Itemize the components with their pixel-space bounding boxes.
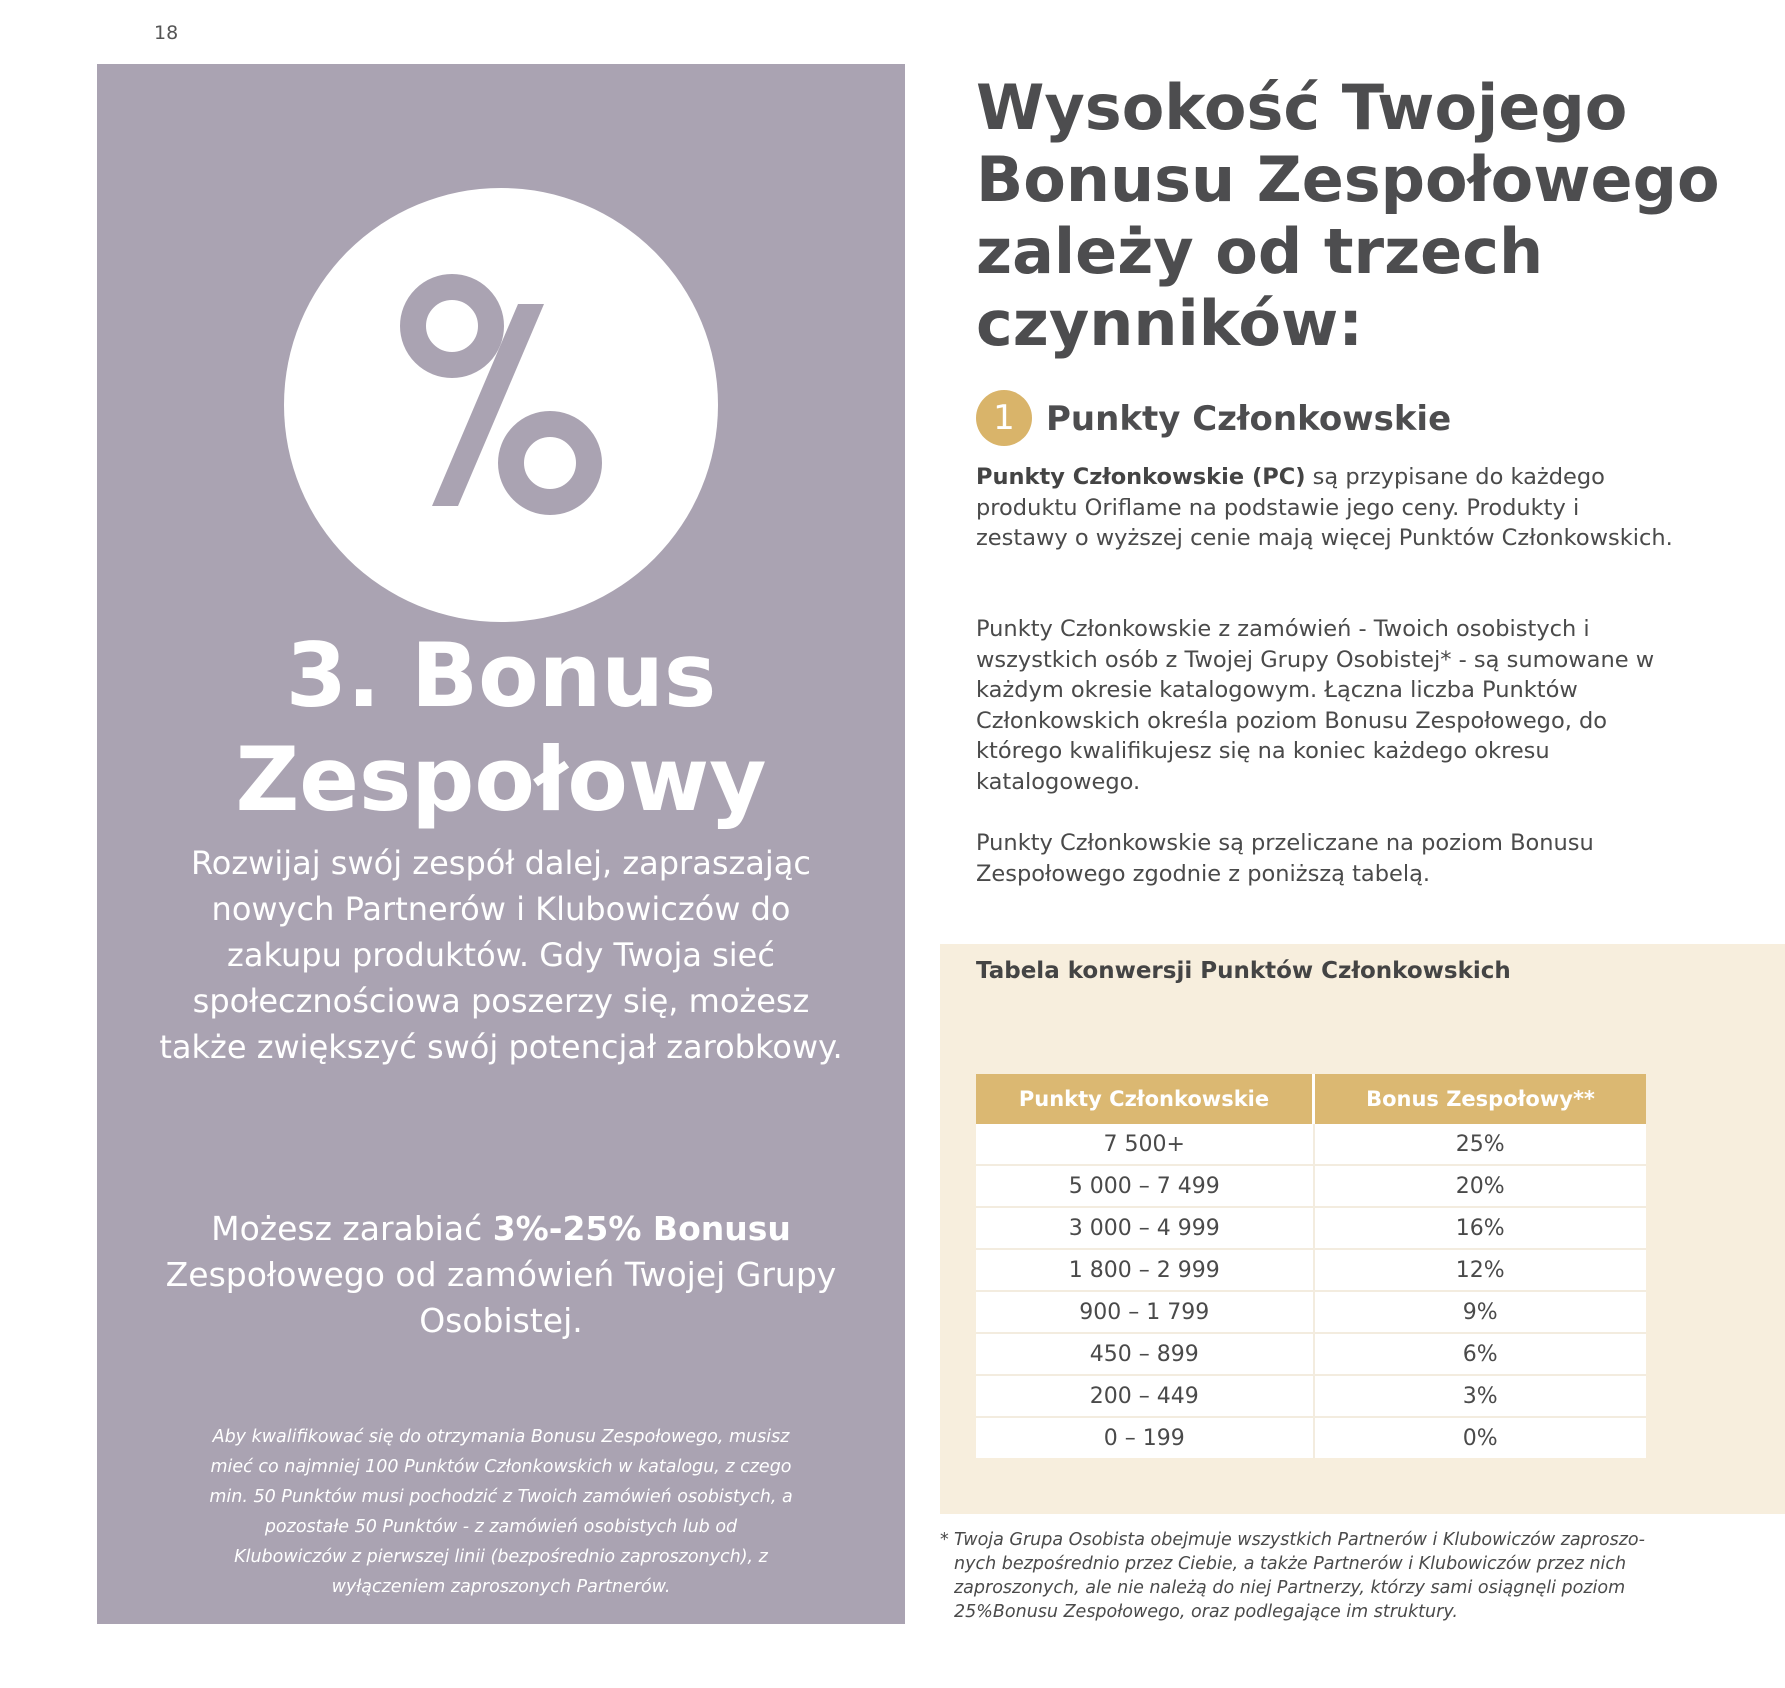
table-cell-points: 200 – 449	[976, 1375, 1314, 1417]
page-title-line: zależy od trzech	[976, 215, 1544, 288]
table-row	[976, 1333, 1646, 1375]
page-number: 18	[154, 22, 179, 44]
section-title-line2: Zespołowy	[235, 728, 767, 831]
earnings-suffix: Zespołowego od zamówień Twojej Grupy Osobistej.	[165, 1255, 837, 1340]
factor-heading: Punkty Członkowskie	[1046, 399, 1452, 439]
footnote-text: Twoja Grupa Osobista obejmuje wszystkich Partnerów i Klubowiczów zaproszo-nych bezpośrednio przez Ciebie, a także Partnerów i Klubowiczów przez nich zaproszonych, ale nie należą do niej Partnerzy, którzy sami osiągnęli poziom 25%Bonusu Zespołowego, oraz podlegające im struktury.	[954, 1530, 1645, 1622]
table-cell-bonus: 9%	[1314, 1291, 1647, 1333]
table-row	[976, 1375, 1646, 1417]
table-cell-bonus: 0%	[1462, 1425, 1498, 1451]
page-title	[976, 72, 1736, 360]
table-row	[976, 1124, 1646, 1165]
paragraph-pc-definition	[976, 462, 1676, 554]
conversion-table-section	[940, 944, 1785, 1514]
table-cell-bonus: 6%	[1314, 1333, 1647, 1375]
table-row	[976, 1207, 1646, 1249]
table-row	[976, 1417, 1646, 1458]
percent-badge	[284, 188, 718, 622]
earnings-text	[137, 1206, 865, 1344]
footnote-mark: *	[940, 1530, 949, 1550]
paragraph-pc-summing: Punkty Członkowskie z zamówień - Twoich osobistych i wszystkich osób z Twojej Grupy Osobistej* - są sumowane w każdym okresie katalogowym. Łączna liczba Punktów Członkowskich określa poziom Bonusu Zespołowego, do którego kwalifikujesz się na koniec każdego okresu katalogowego.	[976, 616, 1655, 795]
table-cell-points: 1 800 – 2 999	[976, 1249, 1314, 1291]
table-row	[976, 1291, 1646, 1333]
table-cell-points: 0 – 199	[976, 1417, 1314, 1458]
percent-icon	[284, 188, 718, 622]
table-cell-bonus: 20%	[1314, 1165, 1647, 1207]
section-title-line1: 3. Bonus	[285, 624, 717, 727]
table-cell-points: 450 – 899	[976, 1333, 1314, 1375]
table-cell-points: 7 500+	[976, 1124, 1314, 1165]
table-cell-bonus: 12%	[1314, 1249, 1647, 1291]
table-cell-bonus: 25%	[1314, 1124, 1647, 1165]
table-cell-bonus: 3%	[1314, 1375, 1647, 1417]
pc-term: Punkty Członkowskie (PC)	[976, 464, 1306, 490]
table-cell-bonus: 16%	[1314, 1207, 1647, 1249]
table-cell-points: 5 000 – 7 499	[976, 1165, 1314, 1207]
section-title	[97, 624, 905, 832]
table-caption: Tabela konwersji Punktów Członkowskich	[976, 958, 1511, 984]
table-row	[976, 1249, 1646, 1291]
intro-text: Rozwijaj swój zespół dalej, zapraszając nowych Partnerów i Klubowiczów do zakupu produktów. Gdy Twoja sieć społecznościowa poszerzy się, możesz także zwiększyć swój potencjał zarobkowy.	[159, 844, 843, 1066]
page-title-line: czynników:	[976, 287, 1364, 360]
table-row	[976, 1165, 1646, 1207]
column-header: Punkty Członkowskie	[976, 1074, 1314, 1124]
earnings-highlight: 3%-25% Bonusu	[492, 1209, 791, 1248]
earnings-prefix: Możesz zarabiać	[211, 1209, 493, 1248]
qualification-note: Aby kwalifikować się do otrzymania Bonusu Zespołowego, musisz mieć co najmniej 100 Punktów Członkowskich w katalogu, z czego min. 50 Punktów musi pochodzić z Twoich zamówień osobistych, a pozostałe 50 Punktów - z zamówień osobistych lub od Klubowiczów z pierwszej linii (bezpośrednio zaproszonych), z wyłączeniem zaproszonych Partnerów.	[209, 1427, 793, 1597]
page-title-line: Bonusu Zespołowego	[976, 143, 1720, 216]
factor-number-badge: 1	[976, 390, 1032, 446]
left-info-panel	[97, 64, 905, 1624]
column-header: Bonus Zespołowy**	[1314, 1074, 1647, 1124]
page-title-line: Wysokość Twojego	[976, 71, 1628, 144]
footnote	[940, 1528, 1660, 1624]
table-header-row	[976, 1074, 1646, 1124]
conversion-table	[976, 1074, 1646, 1458]
paragraph-pc-conversion: Punkty Członkowskie są przeliczane na poziom Bonusu Zespołowego zgodnie z poniższą tabelą.	[976, 830, 1594, 887]
table-cell-points: 900 – 1 799	[976, 1291, 1314, 1333]
pc-definition: są przypisane do każdego produktu Oriflame na podstawie jego ceny. Produkty i zestawy o wyższej cenie mają więcej Punktów Członkowskich.	[976, 464, 1673, 552]
table-cell-points: 3 000 – 4 999	[976, 1207, 1314, 1249]
